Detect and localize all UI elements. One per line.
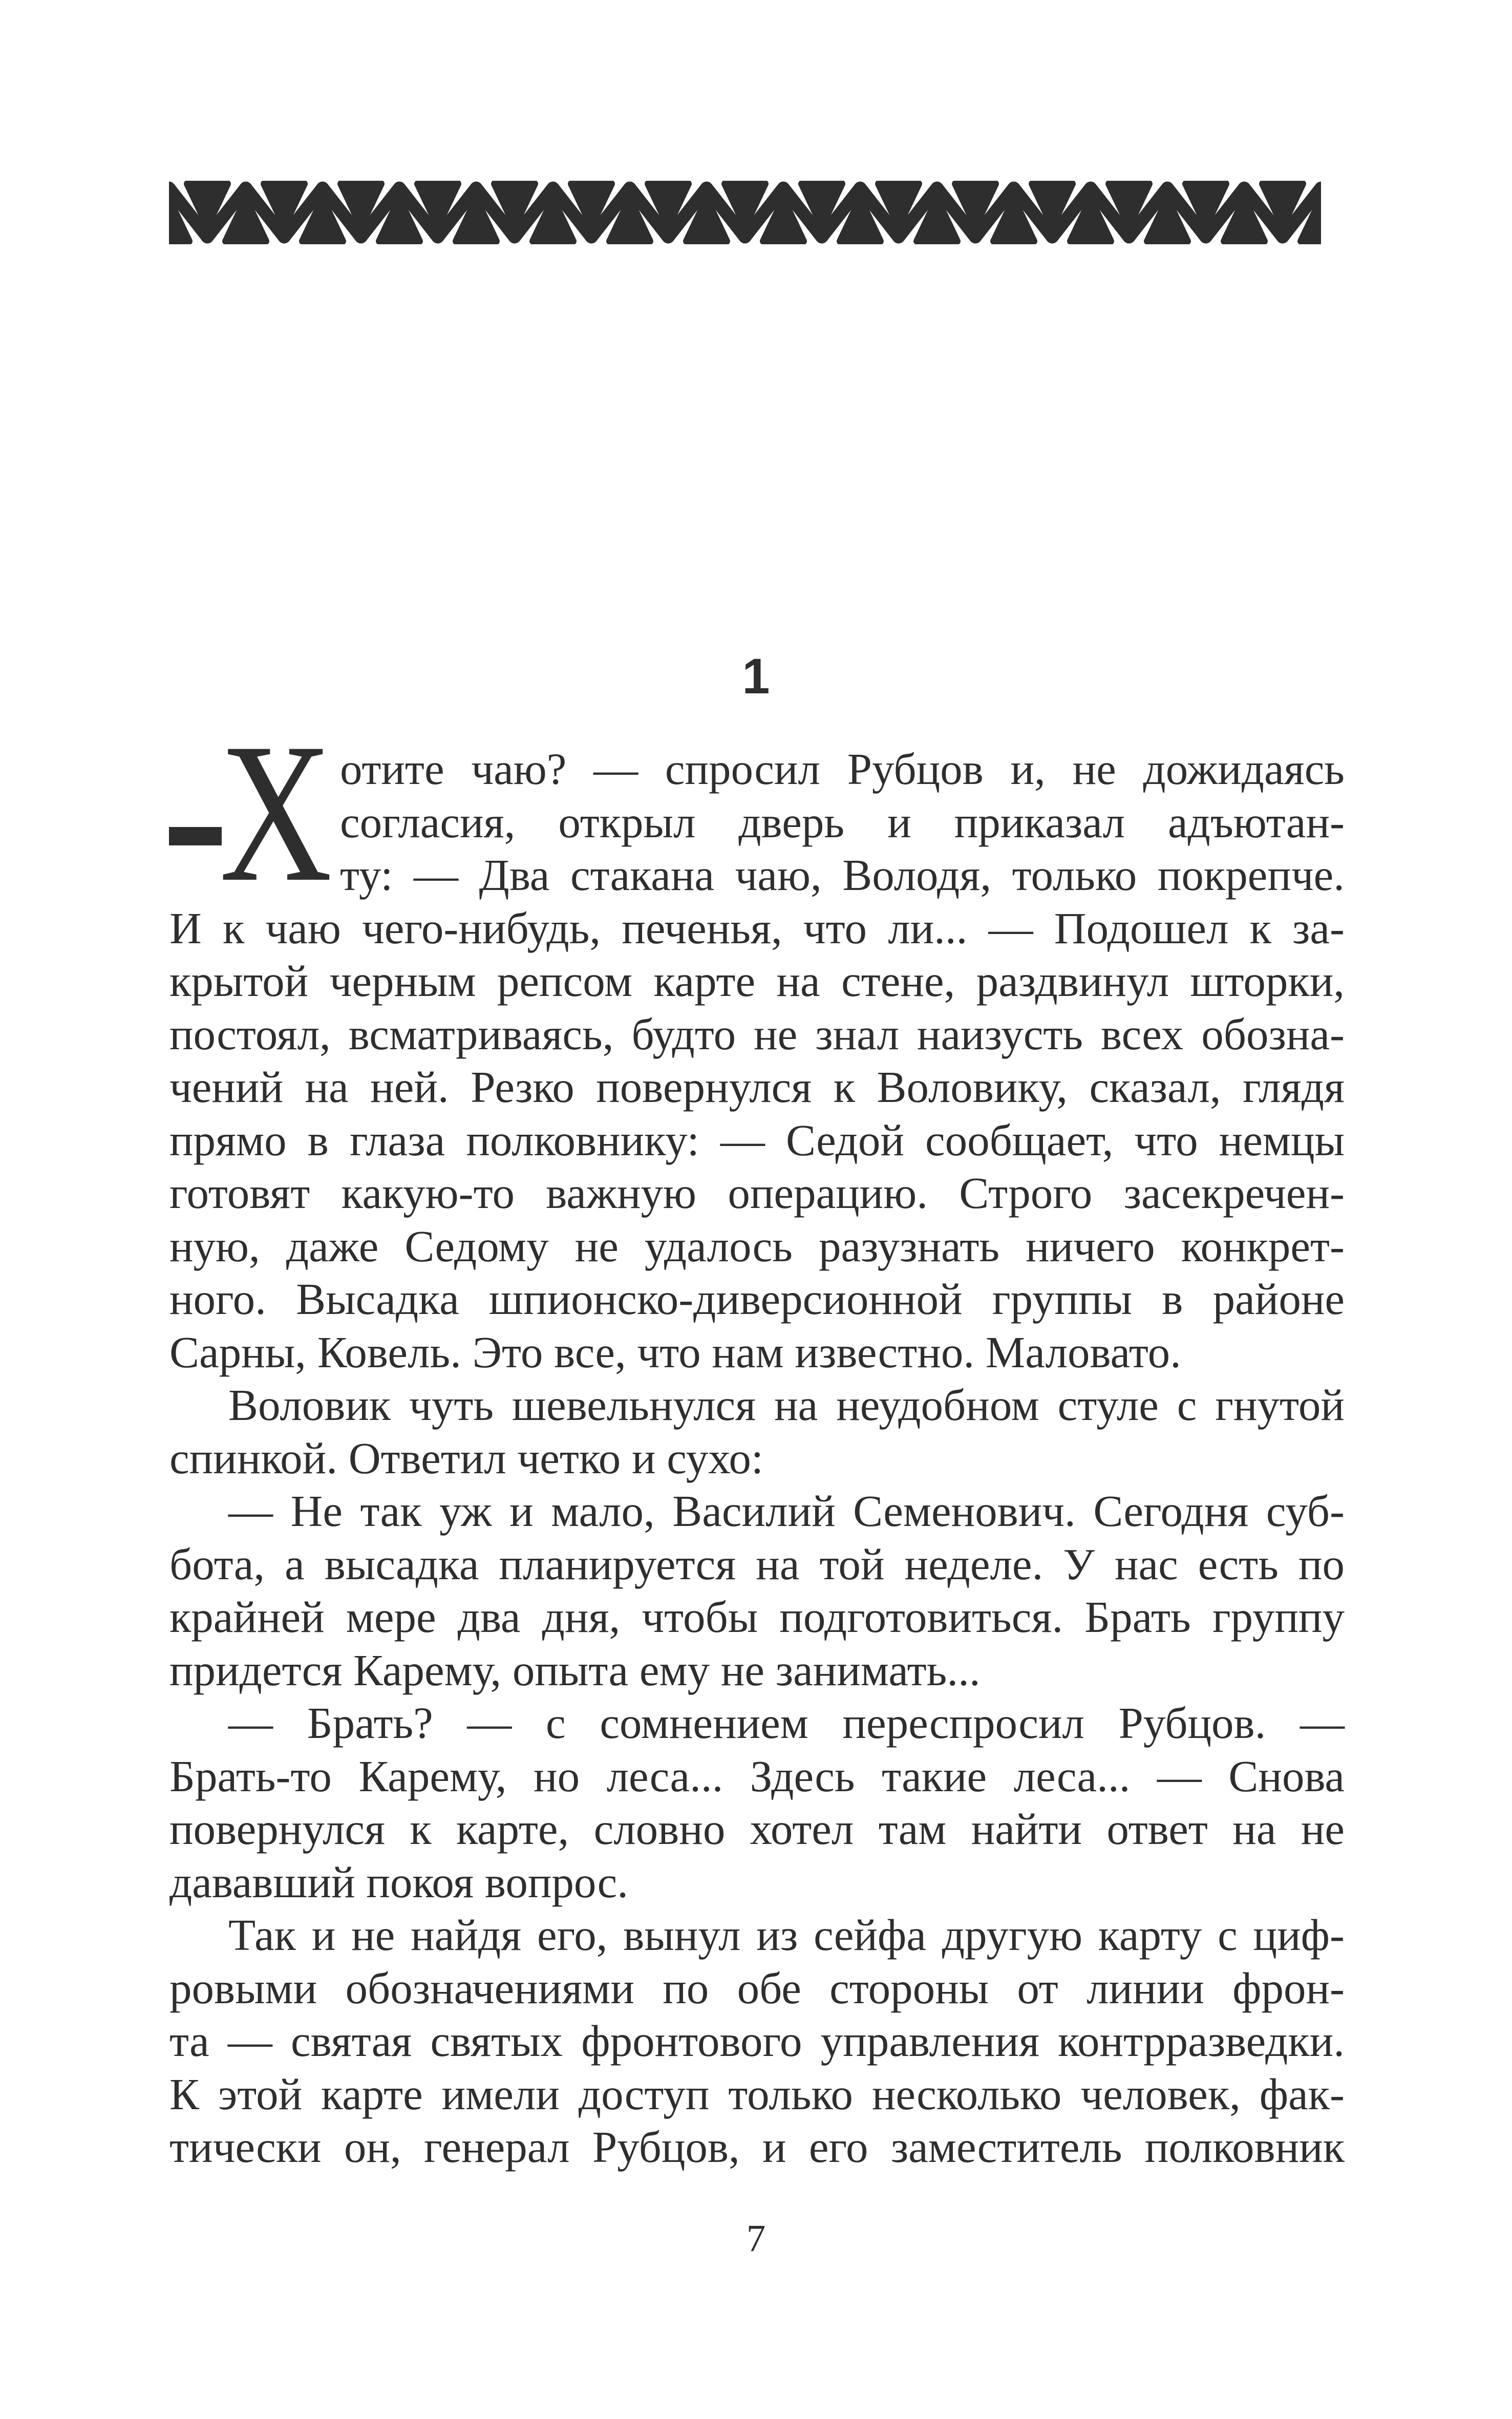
text-line: ную, даже Седому не удалось разузнать ничего конкрет- — [169, 1221, 1345, 1271]
text-line: повернулся к карте, словно хотел там найти ответ на не — [169, 1804, 1345, 1854]
text-block — [169, 702, 1345, 2174]
text-line: спинкой. Ответил четко и сухо: — [169, 1433, 764, 1483]
text-line: ного. Высадка шпионско-диверсионной группы в районе — [169, 1274, 1345, 1324]
text-line: ровыми обозначениями по обе стороны от линии фрон- — [169, 1963, 1345, 2013]
text-line: — Брать? — с сомнением переспросил Рубцов. — — [228, 1698, 1345, 1748]
text-line: — Не так уж и мало, Василий Семенович. Сегодня суб- — [228, 1486, 1345, 1536]
text-line: Брать-то Карему, но леса... Здесь такие леса... — Снова — [169, 1751, 1345, 1801]
text-line: Сарны, Ковель. Это все, что нам известно. Маловато. — [169, 1327, 1181, 1377]
text-line: чений на ней. Резко повернулся к Воловику, сказал, глядя — [169, 1062, 1345, 1112]
text-line: ту: — Два стакана чаю, Володя, только покрепче. — [340, 850, 1345, 900]
zigzag-ornament-border — [169, 181, 1321, 244]
text-line: дававший покоя вопрос. — [169, 1857, 628, 1907]
text-line: тически он, генерал Рубцов, и его заместитель полковник — [169, 2122, 1345, 2172]
drop-cap: Х — [220, 702, 332, 923]
chapter-number: 1 — [742, 648, 770, 704]
text-line: согласия, открыл дверь и приказал адъютан- — [340, 797, 1345, 847]
text-line: придется Карему, опыта ему не занимать... — [169, 1645, 981, 1695]
text-line: крайней мере два дня, чтобы подготовиться. Брать группу — [169, 1592, 1345, 1642]
text-line: К этой карте имели доступ только несколько человек, фак- — [169, 2069, 1345, 2119]
page-number: 7 — [746, 2217, 766, 2260]
text-line: Так и не найдя его, вынул из сейфа другую карту с циф- — [228, 1910, 1345, 1960]
text-line: Воловик чуть шевельнулся на неудобном стуле с гнутой — [228, 1380, 1345, 1430]
em-dash-block — [169, 827, 222, 845]
text-line: готовят какую-то важную операцию. Строго засекречен- — [169, 1168, 1345, 1218]
text-line: отите чаю? — спросил Рубцов и, не дожидаясь — [340, 744, 1345, 794]
text-line: та — святая святых фронтового управления контрразведки. — [169, 2016, 1345, 2066]
text-line: прямо в глаза полковнику: — Седой сообщает, что немцы — [169, 1115, 1345, 1165]
text-line: И к чаю чего-нибудь, печенья, что ли... — Подошел к за- — [169, 903, 1345, 953]
text-line: бота, а высадка планируется на той неделе. У нас есть по — [169, 1539, 1345, 1589]
text-line: крытой черным репсом карте на стене, раздвинул шторки, — [169, 956, 1345, 1006]
text-line: постоял, всматриваясь, будто не знал наизусть всех обозна- — [169, 1009, 1345, 1059]
